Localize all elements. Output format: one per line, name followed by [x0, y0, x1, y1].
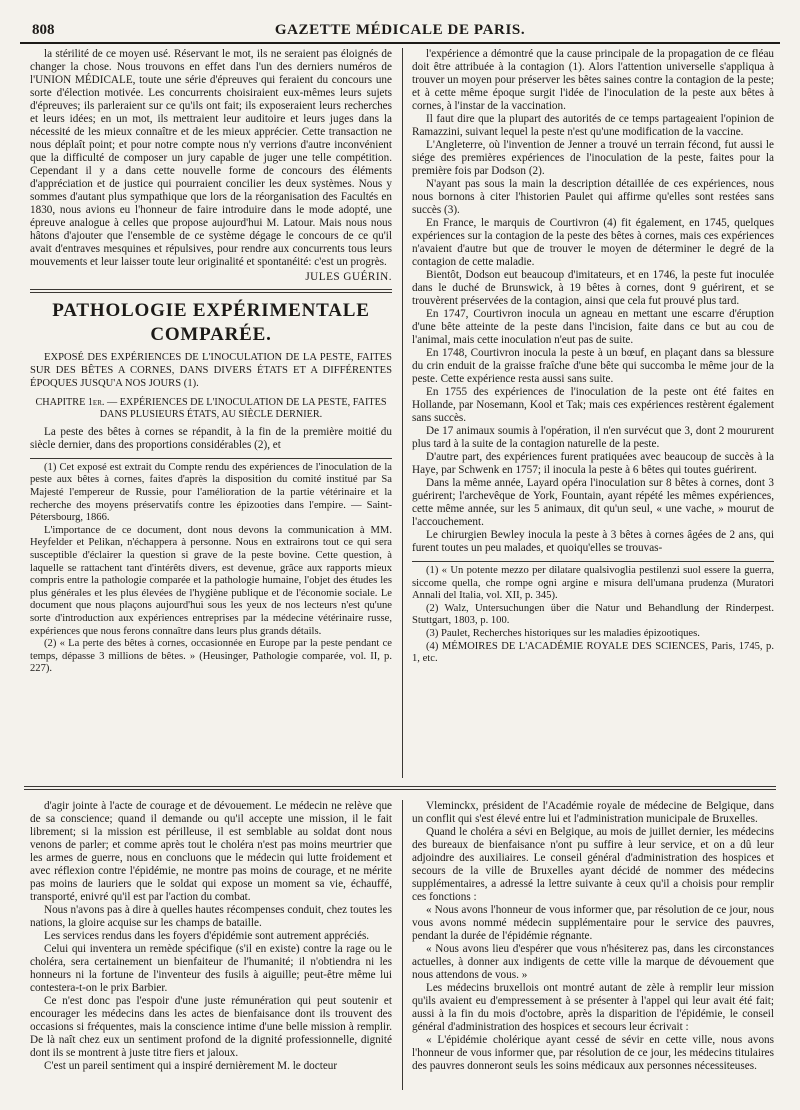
section-divider-rule [24, 786, 776, 787]
body-paragraph: Dans la même année, Layard opéra l'inoculation sur 8 bêtes à cornes, dont 3 guérirent; l'archevêque de York, Fountain, ayant répété les mêmes expériences, cette même année, sur les 5 animaux, dit qu'un seul, « une vache, » mourut de l'accouchement. [412, 477, 774, 528]
body-paragraph: d'agir jointe à l'acte de courage et de dévouement. Le médecin ne relève que de sa conscience; quand il demande ou qu'il accepte une mission, il le fait librement; si la mission est périlleuse, il est semblable au soldat dont nous venons de parler; et comme après tout le choléra n'est pas moins meurtrier que les armes de guerre, nous en concluons que le médecin qui lutte froidement et avec réflexion contre l'épidémie, ne montre pas moins de courage, et ne mérite pas moins de lauriers que le soldat qui expose un moment sa vie, échauffé, transporté, enivré qu'il est par l'action du combat. [30, 800, 392, 903]
lower-column-rule [402, 800, 403, 1090]
column-upper-left [30, 48, 392, 676]
body-paragraph: Nous n'avons pas à dire à quelles hautes récompenses conduit, chez toutes les nations, la gloire acquise sur les champs de bataille. [30, 904, 392, 929]
column-lower-right [412, 800, 774, 1073]
body-paragraph: l'expérience a démontré que la cause principale de la propagation de ce fléau doit être attribuée à la contagion (1). Alors l'attention universelle s'appliqua à trouver un moyen pour préserver les bêtes saines contre la contagion de la peste; et à cette même époque surgit l'idée de l'inoculation de la peste aux bêtes à cornes, à l'instar de la vaccination. [412, 48, 774, 112]
footnote-rule [412, 561, 774, 562]
body-paragraph: L'Angleterre, où l'invention de Jenner a trouvé un terrain fécond, fut aussi le siége des premières expériences de l'inoculation de la peste, faites pour la première fois par Dodson (2). [412, 139, 774, 177]
column-lower-left [30, 800, 392, 1073]
section-title: PATHOLOGIE EXPÉRIMENTALE COMPARÉE. [52, 300, 370, 345]
body-paragraph: De 17 animaux soumis à l'opération, il n'en survécut que 3, dont 2 moururent plus tard à la suite de la contagion naturelle de la peste. [412, 425, 774, 450]
body-paragraph: En 1747, Courtivron inocula un agneau en mettant une escarre d'éruption d'une bête atteinte de la peste dans l'incision, faite dans ce but au cou de l'animal, mais cette inoculation n'eut pas de suite. [412, 308, 774, 346]
body-paragraph: En 1748, Courtivron inocula la peste à un bœuf, en plaçant dans sa blessure du crin enduit de la graisse fraîche d'une bête qui succomba le même jour de la peste. Cette expérience resta aussi sans suite. [412, 347, 774, 385]
body-paragraph: En 1755 des expériences de l'inoculation de la peste ont été faites en Hollande, par Nosemann, Kool et Tak; mais ces expériences restèrent également sans succès. [412, 386, 774, 424]
chapter-heading: CHAPITRE 1er. — EXPÉRIENCES DE L'INOCULATION DE LA PESTE, FAITES DANS PLUSIEURS ÉTATS, AU SIÈCLE DERNIER. [35, 397, 387, 421]
body-paragraph: Le chirurgien Bewley inocula la peste à 3 bêtes à cornes âgées de 2 ans, qui furent toutes un peu malades, et quoiqu'elles se trouvas- [412, 529, 774, 554]
column-upper-right [412, 48, 774, 666]
body-paragraph: Les services rendus dans les foyers d'épidémie sont autrement appréciés. [44, 930, 370, 942]
author-signature: JULES GUÉRIN. [305, 271, 392, 283]
body-paragraph: D'autre part, des expériences furent pratiquées avec beaucoup de succès à la Haye, par Schwenk en 1757; il inocula la peste à 6 bêtes qui toutes guérirent. [412, 451, 774, 476]
body-paragraph: Celui qui inventera un remède spécifique (s'il en existe) contre la rage ou le choléra, sera certainement un bienfaiteur de l'humanité; il n'obtiendra ni les honneurs ni la fortune de l'inventeur des fusils à aiguille; peut-être même lui contestera-t-on le prix Barbier. [30, 943, 392, 994]
body-paragraph: « L'épidémie cholérique ayant cessé de sévir en cette ville, nous avons l'honneur de vous informer que, par résolution de ce jour, les médecins titulaires des pauvres donneront seuls les soins médicaux aux personnes nécessiteuses. [412, 1034, 774, 1072]
section-divider-rule-2 [24, 789, 776, 790]
footnote-rule [30, 458, 392, 459]
footnote: L'importance de ce document, dont nous devons la communication à MM. Heyfelder et Pelikan, n'échappera à personne. Nous en extrairons tout ce qui sera susceptible d'éclairer la question si grave de la peste bovine. Cette question, à laquelle se rattachent tant d'intérêts divers, est devenue, grâce aux rapports mieux compris entre la pathologie comparée et la pathologie humaine, l'objet des études les plus générales et les plus élevées de l'hygiène publique et de l'économie sociale. Le document que nous plaçons aujourd'hui sous les yeux de nos lecteurs n'est qu'une sorte d'introduction aux expériences entreprises par la médecine vétérinaire russe, expériences que nous ferons connaître dans leurs plus grands détails. [30, 524, 392, 637]
footnotes-right [412, 565, 774, 666]
footnote: (2) « La perte des bêtes à cornes, occasionnée en Europe par la peste pendant ce temps, dépasse 3 millions de bêtes. » (Heusinger, Pathologie comparée, vol. II, p. 227). [30, 638, 392, 675]
body-paragraph: Bientôt, Dodson eut beaucoup d'imitateurs, et en 1746, la peste fut inoculée dans le duché de Brunswick, à 19 bêtes à cornes, dont 9 guérirent, et se trouvèrent préservées de la contagion, ainsi que cela fut prouvé plus tard. [412, 269, 774, 307]
section-subtitle: EXPOSÉ DES EXPÉRIENCES DE L'INOCULATION DE LA PESTE, FAITES SUR DES BÊTES A CORNES, DANS DIVERS ÉTATS ET A DIFFÉRENTES ÉPOQUES JUSQU'A NOS JOURS (1). [30, 352, 392, 389]
upper-column-rule [402, 48, 403, 778]
journal-title: GAZETTE MÉDICALE DE PARIS. [274, 22, 526, 38]
body-paragraph: C'est un pareil sentiment qui a inspiré dernièrement M. le docteur [44, 1060, 338, 1072]
body-paragraph: En France, le marquis de Courtivron (4) fit également, en 1745, quelques expériences sur la contagion de la peste des bêtes à cornes, mais ces expériences n'avaient d'autre but que de trouver le moyen de déterminer le degré de la contagion de cette maladie. [412, 217, 774, 268]
body-paragraph: Quand le choléra a sévi en Belgique, au mois de juillet dernier, les médecins des bureaux de bienfaisance n'ont pu suffire à leur service, et on a dû leur adjoindre des auxiliaires. Le conseil général d'administration des hospices et secours de la ville de Bruxelles ayant décidé de nommer des médecins supplémentaires, a adressé la lettre suivante à ceux qu'il a choisis pour remplir ces fonctions : [412, 826, 774, 903]
body-paragraph: Il faut dire que la plupart des autorités de ce temps partageaient l'opinion de Ramazzini, suivant lequel la peste n'est qu'une modification de la vaccine. [412, 113, 774, 138]
footnote: (4) MÉMOIRES DE L'ACADÉMIE ROYALE DES SCIENCES, Paris, 1745, p. 1, etc. [412, 640, 774, 665]
footnote: (3) Paulet, Recherches historiques sur les maladies épizootiques. [426, 627, 700, 639]
page-header [20, 20, 780, 44]
footnote: (2) Walz, Untersuchungen über die Natur und Behandlung der Rinderpest. Stuttgart, 1803, p. 100. [412, 602, 774, 627]
page-number: 808 [32, 22, 55, 38]
intro-paragraph: La peste des bêtes à cornes se répandit, à la fin de la première moitié du siècle dernier, dans des proportions considérables (2), et [30, 425, 392, 451]
body-paragraph: Vleminckx, président de l'Académie royale de médecine de Belgique, dans un conflit qui s'est élevé entre lui et l'administration municipale de Bruxelles. [412, 800, 774, 825]
editorial-paragraph: la stérilité de ce moyen usé. Réservant le mot, ils ne seraient pas éloignés de changer la chose. Nous trouvons en effet dans l'un des derniers numéros de l'UNION MÉDICALE, toute une série d'épreuves qui feraient du concours une sorte d'élection motivée. Les concurrents choisiraient eux-mêmes leurs sujets d'épreuves; ils parleraient sur ce qu'ils ont fait; ils exposeraient leurs recherches et leurs idées; en un mot, ils mettraient leur auditoire et leurs juges dans la nécessité de les mieux connaître et de les mieux apprécier. Cette transaction ne nous déplaît point; et pour notre compte nous n'y verrions d'autre inconvénient que la difficulté de composer un jury capable de juger une telle compétition. Cependant il y a dans cette nouvelle forme de concours des éléments d'appréciation et de justice qui pourraient concilier les deux systèmes. Nous y sommes d'autant plus sympathique que lors de la réorganisation des Facultés en 1830, nous avions eu l'honneur de faire introduire dans le mode adopté, une épreuve analogue à celles que propose aujourd'hui M. Latour. Mais nous nous hâtons d'ajouter que l'ensemble de ce système dégage le concours de ce qu'il avait d'entraves mesquines et répulsives, pour rendre aux concurrents tous leurs mouvements et leur laisser toute leur originalité et spontanéité: c'est un progrès. [30, 48, 392, 268]
body-paragraph: « Nous avons l'honneur de vous informer que, par résolution de ce jour, nous vous avons nommé médecin supplémentaire pour le service des pauvres, pendant la durée de l'épidémie régnante. [412, 904, 774, 942]
footnote: (1) Cet exposé est extrait du Compte rendu des expériences de l'inoculation de la peste aux bêtes à cornes, faites d'après la disposition du comité institué par Sa Majesté l'empereur de Russie, pour l'amélioration de la partie vétérinaire et la recherche des moyens préservatifs contre les épizooties dans l'empire. — Saint-Pétersbourg, 1866. [30, 461, 392, 524]
footnotes-left [30, 462, 392, 676]
body-paragraph: « Nous avons lieu d'espérer que vous n'hésiterez pas, dans les circonstances actuelles, à donner aux indigents de cette ville la marque de dévouement que nous attendons de vous. » [412, 943, 774, 981]
body-paragraph: Les médecins bruxellois ont montré autant de zèle à remplir leur mission qu'ils avaient eu d'empressement à se présenter à l'appel qui leur avait été fait; aussi à la fin du mois d'octobre, après la disparition de l'épidémie, le conseil général d'administration des hospices et secours leur écrivait : [412, 982, 774, 1033]
article-separator [30, 289, 392, 293]
body-paragraph: N'ayant pas sous la main la description détaillée de ces expériences, nous nous bornons à citer l'historien Paulet qui affirme qu'elles sont restées sans succès (3). [412, 178, 774, 216]
body-paragraph: Ce n'est donc pas l'espoir d'une juste rémunération qui peut soutenir et encourager les médecins dans les actes de bienfaisance dont ils trouvent des occasions si fréquentes, mais la conscience intime d'une belle mission à remplir. De là naît chez eux un sentiment profond de la dignité professionnelle, dignité dont ils se montrent à juste titre fiers et jaloux. [30, 995, 392, 1059]
footnote: (1) « Un potente mezzo per dilatare qualsivoglia pestilenzi suol essere la guerra, siccome quella, che rompe ogni argine e misura dell'umana prudenza (Muratori Annali del Italia, vol. XII, p. 345). [412, 565, 774, 602]
